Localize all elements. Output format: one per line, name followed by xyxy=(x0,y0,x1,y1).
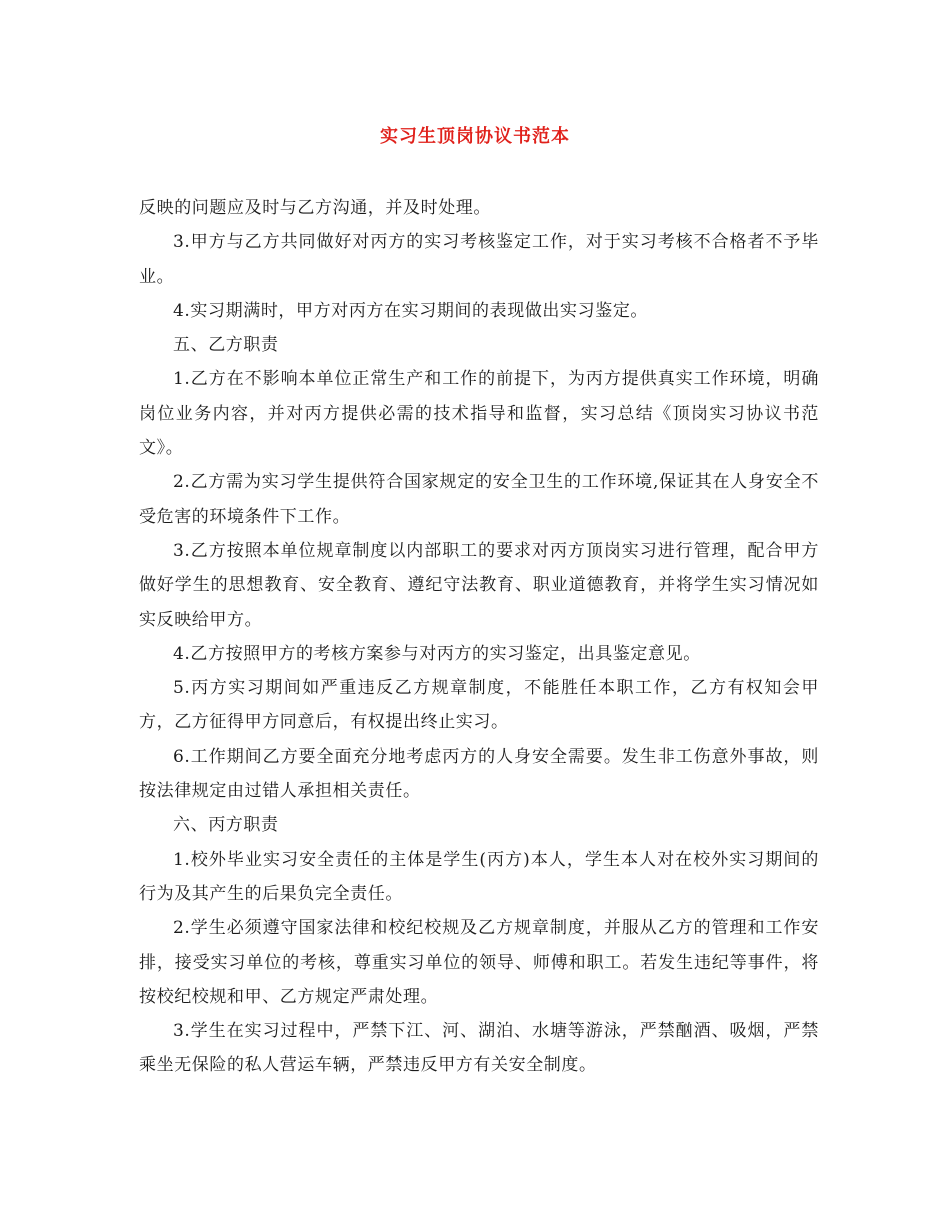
section-heading: 六、丙方职责 xyxy=(173,815,279,836)
paragraph: 2.学生必须遵守国家法律和校纪校规及乙方规章制度，并服从乙方的管理和工作安排，接受实习单位的考核，尊重实习单位的领导、师傅和职工。若发生违纪等事件，将按校纪校规和甲、乙方规定严肃处理。 xyxy=(139,918,819,1007)
paragraph: 1.乙方在不影响本单位正常生产和工作的前提下，为丙方提供真实工作环境，明确岗位业务内容，并对丙方提供必需的技术指导和监督，实习总结《顶岗实习协议书范文》。 xyxy=(139,369,819,459)
section-heading: 五、乙方职责 xyxy=(173,335,279,356)
paragraph: 4.实习期满时，甲方对丙方在实习期间的表现做出实习鉴定。 xyxy=(173,300,649,321)
document-body xyxy=(139,191,819,1083)
paragraph: 反映的问题应及时与乙方沟通，并及时处理。 xyxy=(139,198,491,218)
paragraph: 3.学生在实习过程中，严禁下江、河、湖泊、水塘等游泳，严禁酗酒、吸烟，严禁乘坐无保险的私人营运车辆，严禁违反甲方有关安全制度。 xyxy=(139,1021,819,1076)
paragraph: 5.丙方实习期间如严重违反乙方规章制度，不能胜任本职工作，乙方有权知会甲方，乙方征得甲方同意后，有权提出终止实习。 xyxy=(139,678,819,733)
paragraph: 2.乙方需为实习学生提供符合国家规定的安全卫生的工作环境,保证其在人身安全不受危害的环境条件下工作。 xyxy=(139,472,819,527)
paragraph: 3.甲方与乙方共同做好对丙方的实习考核鉴定工作，对于实习考核不合格者不予毕业。 xyxy=(139,232,819,287)
paragraph: 1.校外毕业实习安全责任的主体是学生(丙方)本人，学生本人对在校外实习期间的行为及其产生的后果负完全责任。 xyxy=(139,849,819,904)
paragraph: 4.乙方按照甲方的考核方案参与对丙方的实习鉴定，出具鉴定意见。 xyxy=(173,643,701,664)
page-title: 实习生顶岗协议书范本 xyxy=(380,126,570,147)
paragraph: 3.乙方按照本单位规章制度以内部职工的要求对丙方顶岗实习进行管理，配合甲方做好学生的思想教育、安全教育、遵纪守法教育、职业道德教育，并将学生实习情况如实反映给甲方。 xyxy=(139,540,819,630)
paragraph: 6.工作期间乙方要全面充分地考虑丙方的人身安全需要。发生非工伤意外事故，则按法律规定由过错人承担相关责任。 xyxy=(139,746,819,802)
